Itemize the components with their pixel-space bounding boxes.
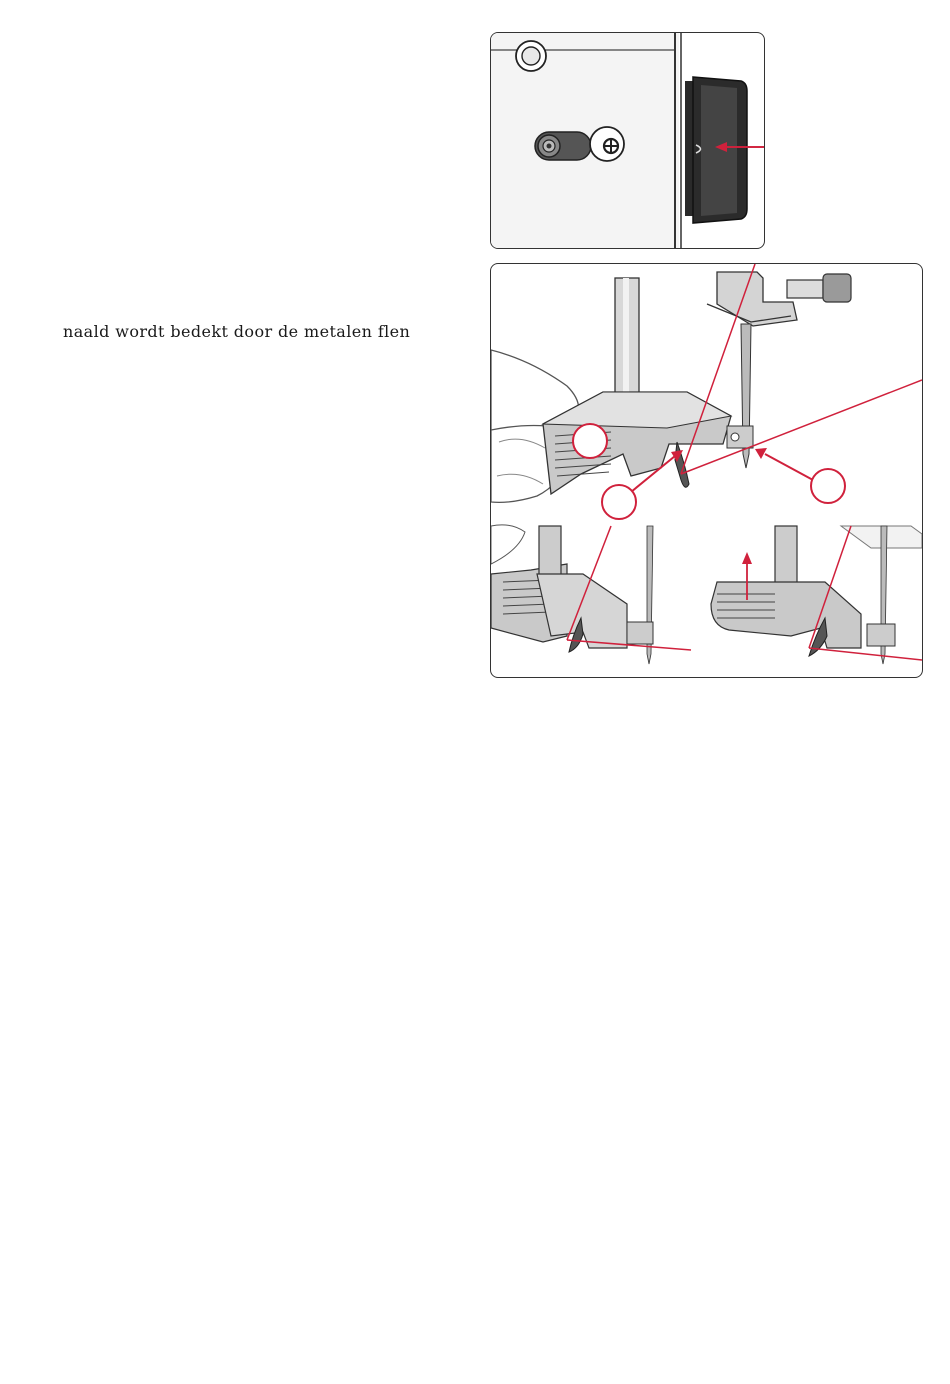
- paragraph-fragment: naald wordt bedekt door de metalen flen: [63, 322, 411, 341]
- slot-knob-icon: [535, 132, 591, 160]
- needle-icon: [727, 324, 753, 468]
- needle-clamp-icon: [707, 272, 851, 326]
- callout-marker: [755, 448, 845, 503]
- handwheel-icon: [685, 77, 747, 223]
- threader-step-left-icon: [491, 525, 691, 664]
- callout-marker: [573, 424, 607, 458]
- needle-threader-illustration: [490, 263, 923, 678]
- handwheel-mark-illustration: [490, 32, 765, 249]
- round-button-icon: [516, 41, 546, 71]
- screw-icon: [590, 127, 624, 161]
- threader-step-right-icon: [711, 526, 922, 664]
